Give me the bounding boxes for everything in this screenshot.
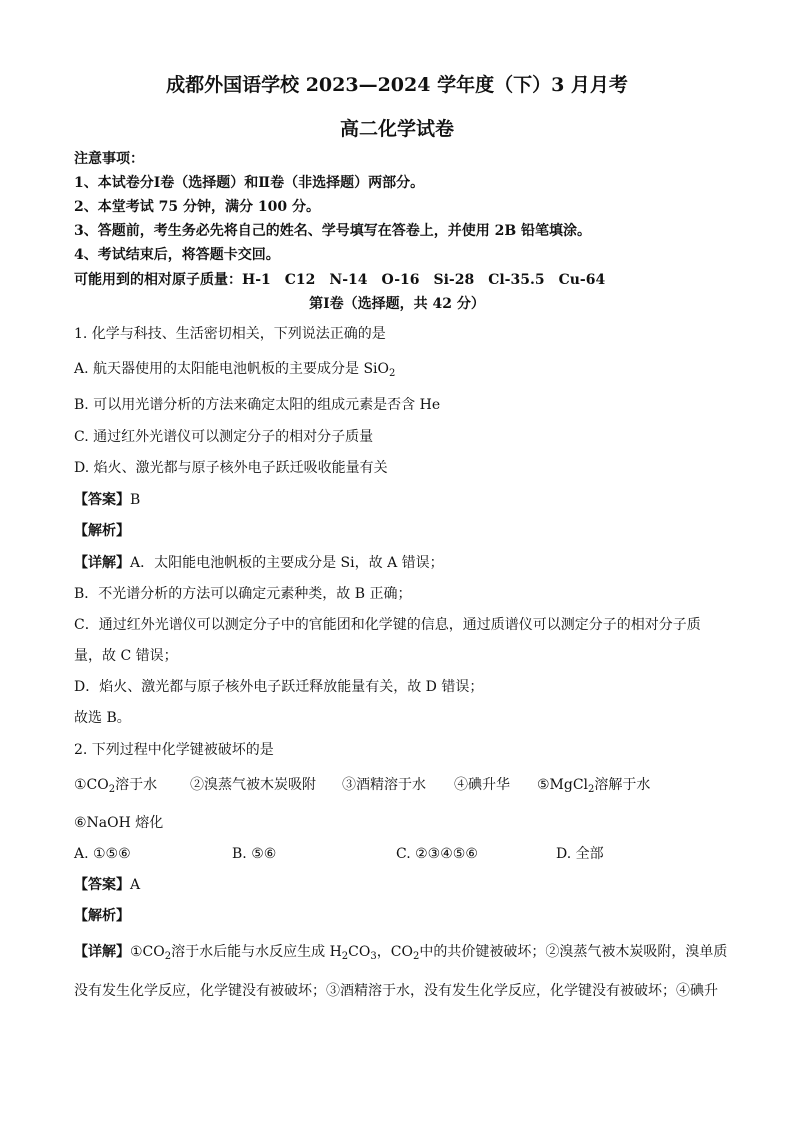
exam-title: 成都外国语学校 2023—2024 学年度（下）3 月月考	[166, 74, 628, 96]
q2-analysis-label: 【解析】	[74, 908, 130, 924]
q2-item-3: ③酒精溶于水	[342, 777, 426, 793]
q1-detail-4: D．焰火、激光都与原子核外电子跃迁释放能量有关，故 D 错误；	[74, 679, 484, 695]
q2-option-d: D. 全部	[556, 846, 604, 862]
notice-item-4: 4、考试结束后，将答题卡交回。	[74, 247, 280, 263]
q1-detail-1: 【详解】A．太阳能电池帆板的主要成分是 Si，故 A 错误；	[74, 555, 444, 571]
q2-item-1: $①CO_2$溶于水	[74, 777, 158, 795]
q2-answer: 【答案】A	[74, 877, 141, 893]
q2-item-4: ④碘升华	[454, 777, 510, 793]
q1-detail-2: B．不光谱分析的方法可以确定元素种类，故 B 正确；	[74, 586, 412, 602]
q1-detail-3a: C．通过红外光谱仪可以测定分子中的官能团和化学键的信息，通过质谱仪可以测定分子的相对分子质	[74, 617, 701, 633]
q2-option-c: C. ②③④⑤⑥	[396, 846, 478, 862]
section-title: 第Ⅰ卷（选择题，共 42 分）	[309, 296, 485, 312]
atomic-mass-line: 可能用到的相对原子质量：H-1 C12 N-14 O-16 Si-28 Cl-35.5 Cu-64	[74, 272, 606, 288]
q1-detail-3b: 量，故 C 错误；	[74, 648, 178, 664]
q2-detail-1: 【详解】$①CO_2$溶于水后能与水反应生成 $H_2CO_3$，$CO_2$中的共价键被破坏；②溴蒸气被木炭吸附，溴单质	[74, 944, 728, 962]
q2-item-5: ⑤MgCl$_2$溶解于水	[537, 777, 651, 795]
q1-stem: 1. 化学与科技、生活密切相关，下列说法正确的是	[74, 326, 386, 342]
q2-option-b: B. ⑤⑥	[232, 846, 277, 862]
q1-answer: 【答案】B	[74, 492, 141, 508]
q1-option-b: B. 可以用光谱分析的方法来确定太阳的组成元素是否含 He	[74, 397, 441, 413]
notice-item-2: 2、本堂考试 75 分钟，满分 100 分。	[74, 199, 320, 215]
q2-item-2: ②溴蒸气被木炭吸附	[190, 777, 316, 793]
q1-option-d: D. 焰火、激光都与原子核外电子跃迁吸收能量有关	[74, 460, 388, 476]
q1-conclusion: 故选 B。	[74, 710, 131, 726]
q1-analysis-label: 【解析】	[74, 523, 130, 539]
notice-item-3: 3、答题前，考生务必先将自己的姓名、学号填写在答卷上，并使用 2B 铅笔填涂。	[74, 223, 592, 239]
notice-item-1: 1、本试卷分Ⅰ卷（选择题）和Ⅱ卷（非选择题）两部分。	[74, 175, 425, 191]
exam-subtitle: 高二化学试卷	[339, 118, 454, 140]
q2-item-6: ⑥NaOH 熔化	[74, 815, 164, 831]
q2-option-a: A. ①⑤⑥	[74, 846, 131, 862]
q2-stem: 2. 下列过程中化学键被破坏的是	[74, 742, 274, 758]
q1-option-c: C. 通过红外光谱仪可以测定分子的相对分子质量	[74, 429, 374, 445]
notice-heading: 注意事项：	[74, 151, 144, 167]
q2-detail-2: 没有发生化学反应，化学键没有被破坏；③酒精溶于水，没有发生化学反应，化学键没有被破坏；④碘升	[74, 983, 718, 999]
q1-option-a: A. 航天器使用的太阳能电池帆板的主要成分是 SiO$_2$	[74, 361, 396, 379]
